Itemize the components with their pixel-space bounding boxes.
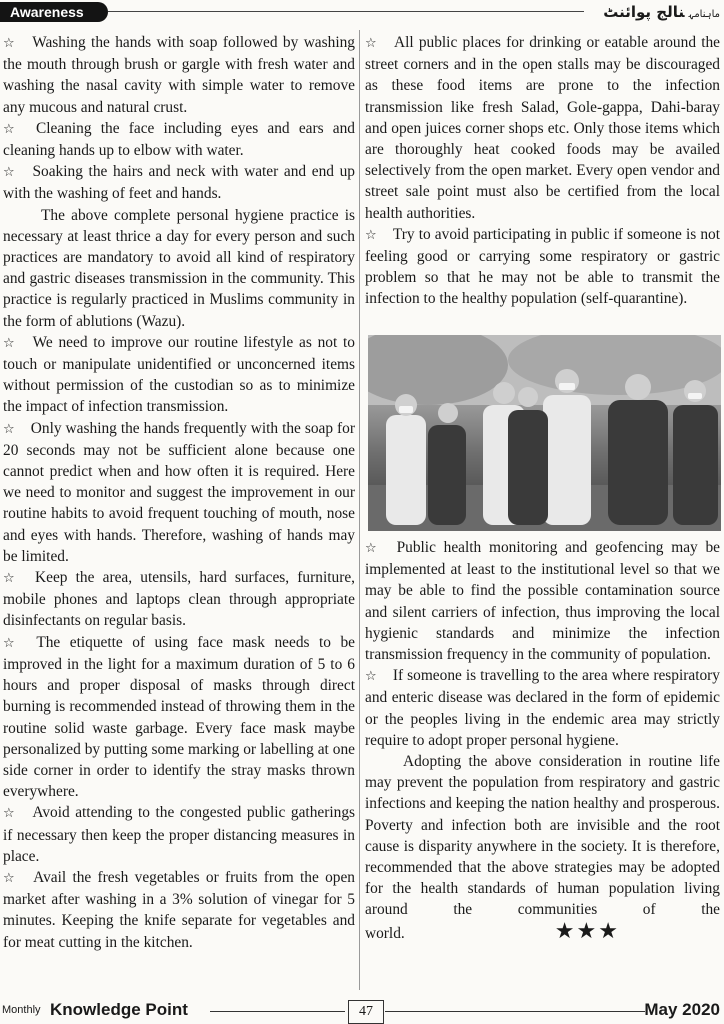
paragraph-text: Soaking the hairs and neck with water and end up with the washing of feet and hands. [3,163,355,203]
bullet-paragraph [365,32,720,224]
footer-monthly: Monthly [2,1004,41,1016]
urdu-masthead-small: ماہنامہ [688,9,720,20]
body-paragraph [3,205,355,332]
star-bullet-icon: ☆ [3,421,15,437]
star-bullet-icon: ☆ [365,36,378,51]
paragraph-text: We need to improve our routine lifestyle as not to touch or manipulate unidentified or unconcerned items without permission of the custodian so as to minimize the impact of infection transmission. [3,333,356,416]
star-bullet-icon: ☆ [3,36,17,51]
page-footer [0,1000,724,1024]
bullet-paragraph [3,161,355,204]
bullet-paragraph [3,418,355,567]
body-paragraph [365,751,720,944]
star-bullet-icon: ☆ [365,227,377,243]
star-bullet-icon: ☆ [3,571,19,587]
footer-rule-right [385,1011,645,1012]
page-header [0,0,724,26]
end-stars-icon: ★★★ [554,918,620,944]
paragraph-text: All public places for drinking or eatable around the street corners and in the open stalls may be discouraged as these food items are prone to the infection transmission like fresh Salad, Gole-gappa, Dahi-baray and open juices corner shops etc. Only those items which are thoroughly heat cooked foods may be availed selectively from the open market. Every open vendor and street sale point must also be certified from the local health authorities. [365,34,720,222]
paragraph-text: Keep the area, utensils, hard surfaces, furniture, mobile phones and laptops clean through appropriate disinfectants on regular basis. [3,569,356,630]
paragraph-text: Try to avoid participating in public if someone is not feeling good or carrying some respiratory or gastric problem so that he may not be able to transmit the infection to the healthy population (self-quarantine). [365,225,720,308]
footer-date: May 2020 [644,1000,720,1019]
section-tag: Awareness [0,2,108,22]
bullet-paragraph [3,632,355,803]
star-bullet-icon: ☆ [3,870,18,886]
bullet-paragraph [3,32,355,118]
bullet-paragraph [365,665,720,751]
paragraph-text: Adopting the above consideration in routine life may prevent the population from respiratory and gastric infections and keeping the nation healthy and prosperous. Poverty and infection both are invisible and the root cause is disparity anywhere in the society. It is therefore, recommended that the above strategies may be adopted for the health standards of human population living around the communities of the world. [365,753,720,942]
paragraph-text: Cleaning the face including eyes and ears and cleaning hands up to elbow with water. [3,119,356,160]
left-column [3,32,355,953]
star-bullet-icon: ☆ [3,806,17,822]
star-bullet-icon: ☆ [3,635,21,651]
bullet-paragraph [365,537,720,665]
header-rule [108,11,584,12]
urdu-masthead [603,0,720,24]
star-bullet-icon: ☆ [3,121,20,137]
paragraph-text: Public health monitoring and geofencing may be implemented at least to the institutional level so that we may be able to find the possible contamination source and silent carriers of infection, thus improving the local hygienic standards and minimize the infection transmission frequency in the community of population. [365,539,721,664]
paragraph-text: Washing the hands with soap followed by washing the mouth through brush or gargle with fresh water and washing the nasal cavity with simple water to remove any mucous and natural crust. [3,34,355,116]
bullet-paragraph [3,567,355,632]
footer-magazine-name: Knowledge Point [50,1000,188,1019]
paragraph-text: Only washing the hands frequently with the soap for 20 seconds may not be sufficient alone because one cannot predict when and how often it is required. Here we need to monitor and suggest the improvement in our routine habits to avoid frequent touching of mouth, nose and eyes with hands. Therefore, washing of hands may be limited. [3,419,356,565]
paragraph-text: Avoid attending to the congested public gatherings if necessary then keep the proper distancing measures in place. [3,804,355,865]
urdu-masthead-title: نالج پوائنٹ [603,3,685,21]
health-workers-photo [368,335,721,531]
star-bullet-icon: ☆ [365,669,377,685]
bullet-paragraph [3,332,355,418]
star-bullet-icon: ☆ [3,165,17,181]
footer-rule-left [210,1011,345,1012]
right-column-bottom [365,537,720,944]
bullet-paragraph [3,802,355,867]
bullet-paragraph [365,224,720,310]
paragraph-text: If someone is travelling to the area where respiratory and enteric disease was declared in the form of epidemic or the peoples living in the endemic area may strictly require to adopt proper personal hygiene. [365,667,720,749]
bullet-paragraph [3,118,355,161]
paragraph-text: The etiquette of using face mask needs to be improved in the light for a maximum duration of 5 to 6 hours and proper disposal of masks through direct burning is recommended instead of throwing them in the routine solid waste garbage. Every face mask maybe personalized by putting some marking or labelling at one side corner in order to identify the stray masks thrown everywhere. [3,633,356,801]
bullet-paragraph [3,867,355,953]
paragraph-text: The above complete personal hygiene practice is necessary at least thrice a day for every person and such practices are mandatory to avoid all kind of respiratory and gastric diseases transmission in the community. This practice is regularly practiced in Muslims community in the form of ablutions (Wazu). [3,206,355,330]
page-number: 47 [348,1000,384,1024]
star-bullet-icon: ☆ [365,541,381,556]
star-bullet-icon: ☆ [3,335,17,351]
paragraph-text: Avail the fresh vegetables or fruits from the open market after washing in a 3% solution of vinegar for 5 minutes. Keeping the knife separate for vegetables and for meat cutting in the kitchen. [3,868,356,951]
column-divider [359,30,360,990]
right-column-top [365,32,720,310]
